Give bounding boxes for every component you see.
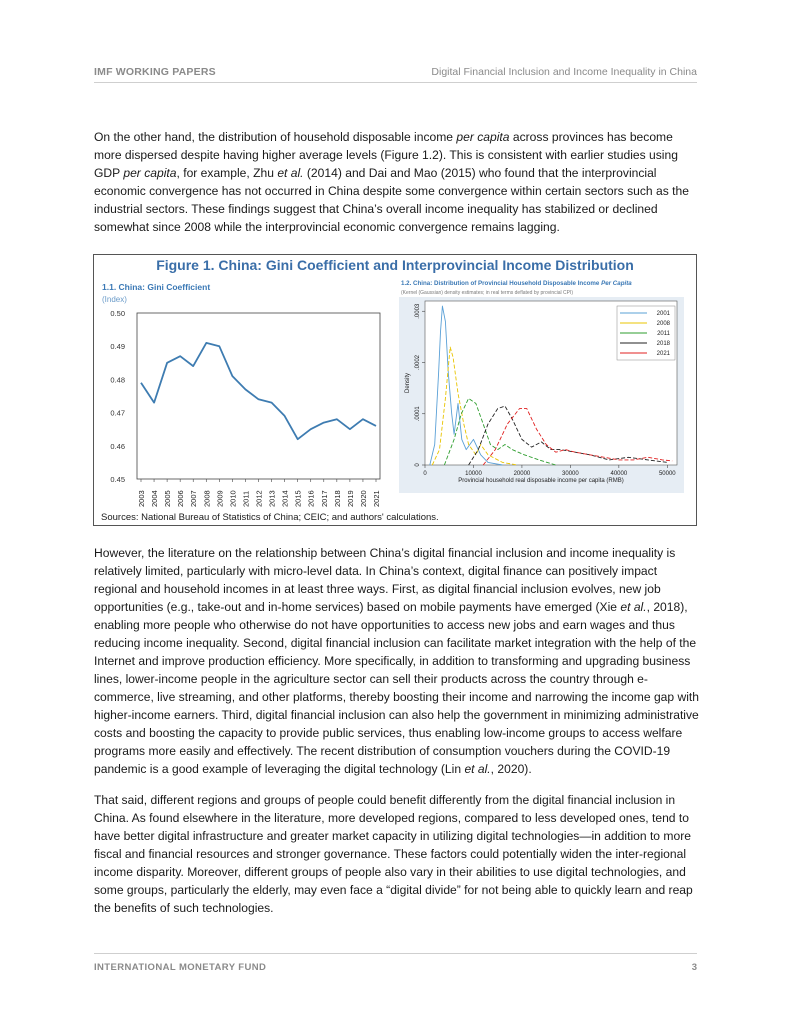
- header-rule: [94, 82, 697, 83]
- figure-1: [93, 254, 697, 526]
- legend-label-2001: 2001: [656, 311, 670, 318]
- density-x-tick-label: 40000: [610, 471, 628, 477]
- gini-y-tick-label: 0.45: [110, 475, 125, 484]
- density-x-tick-label: 0: [423, 471, 427, 477]
- legend-label-2011: 2011: [657, 331, 670, 338]
- gini-series-line: [141, 343, 376, 439]
- gini-x-tick-label: 2005: [163, 490, 173, 507]
- gini-x-tick-label: 2013: [267, 490, 277, 507]
- gini-x-tick-label: 2003: [137, 490, 146, 507]
- gini-x-tick-label: 2004: [150, 490, 160, 507]
- figure-title: Figure 1. China: Gini Coefficient and Interprovincial Income Distribution: [156, 257, 634, 273]
- gini-x-tick-label: 2018: [332, 490, 342, 507]
- density-chart: [399, 297, 689, 493]
- panel1-title: 1.1. China: Gini Coefficient: [102, 282, 211, 292]
- footer-rule: [94, 953, 697, 954]
- gini-x-tick-label: 2007: [189, 490, 199, 507]
- legend-label-2018: 2018: [656, 341, 670, 348]
- density-x-tick-label: 10000: [465, 471, 482, 477]
- figure-source: Sources: National Bureau of Statistics of China; CEIC; and authors' calculations.: [101, 512, 439, 523]
- paragraph-2: However, the literature on the relationship between China’s digital financial inclusion and income inequality is relatively limited, particularly with micro-level data. In China’s context, digital finance can positively impact regional and household incomes in at least three ways. First, as digital financial inclusion evolves, new job opportunities (e.g., take-out and in-home services) based on mobile payments have emerged (Xie et al., 2018), enabling more people who otherwise do not have opportunities to access new jobs and earn wages and thus reducing income inequality. Second, digital financial inclusion can facilitate market integration with the help of the Internet and improve production efficiency. More specifically, in addition to transforming and upgrading business lines, lower-income people in the agriculture sector can sell their products across the country through e-commerce, live streaming, and other platforms, thereby boosting their income and narrowing the income gap with higher-income earners. Third, digital financial inclusion can also help the government in minimizing administrative costs and boosting the capacity to provide public services, thus enabling low-income groups to access welfare programs more easily and effectively. The recent distribution of consumption vouchers during the COVID-19 pandemic is a good example of leveraging the digital technology (Lin et al., 2020).: [94, 546, 699, 776]
- paragraph-3: That said, different regions and groups of people could benefit differently from the digital financial inclusion in China. As found elsewhere in the literature, more developed regions, compared to less developed ones, tend to have better digital infrastructure and greater market capacity in utilizing digital technologies—in addition to more fiscal and financial resources and stronger governance. These factors could potentially widen the inter-regional income disparity. Moreover, different groups of people also vary in their abilities to use digital technologies, and some groups, particularly the elderly, may even face a “digital divide” for not being able to quickly learn and reap the benefits of such technologies.: [94, 793, 693, 915]
- gini-x-tick-label: 2016: [306, 490, 316, 507]
- gini-x-tick-label: 2010: [228, 490, 238, 507]
- density-y-tick-label: 0: [415, 463, 421, 467]
- density-y-tick-label: .0002: [415, 354, 421, 371]
- density-y-tick-label: .0001: [415, 406, 421, 422]
- gini-x-tick-label: 2015: [293, 490, 303, 507]
- panel2-title: 1.2. China: Distribution of Provincial Household Disposable Income Per Capita: [401, 280, 632, 287]
- gini-y-tick-label: 0.48: [110, 375, 125, 385]
- density-y-axis-title: Density: [405, 372, 411, 394]
- gini-x-tick-label: 2009: [215, 490, 225, 507]
- gini-x-tick-label: 2019: [345, 490, 355, 507]
- panel1-unit: (Index): [102, 295, 127, 304]
- gini-plot-frame: [137, 313, 380, 479]
- gini-x-tick-label: 2014: [280, 490, 290, 507]
- gini-x-tick-label: 2006: [176, 490, 186, 507]
- gini-x-tick-label: 2008: [202, 490, 212, 507]
- gini-y-tick-label: 0.47: [110, 408, 125, 418]
- gini-x-tick-label: 2012: [254, 490, 264, 507]
- running-header-series: IMF WORKING PAPERS: [94, 66, 216, 78]
- paragraph-1: On the other hand, the distribution of household disposable income per capita across provinces has become more dispersed despite having higher average levels (Figure 1.2). This is consistent with earlier studies using GDP per capita, for example, Zhu et al. (2014) and Dai and Mao (2015) who found that the interprovincial economic convergence has not occurred in China despite some convergence within certain sectors such as the industrial sectors. These findings suggest that China’s overall income inequality has stabilized or declined somewhat since 2008 while the interprovincial economic convergence remains lagging.: [94, 130, 689, 234]
- gini-x-tick-label: 2011: [241, 490, 251, 507]
- gini-x-tick-label: 2017: [319, 490, 329, 507]
- density-y-tick-label: .0003: [415, 303, 421, 319]
- gini-y-tick-label: 0.46: [110, 441, 125, 451]
- footer-publisher: INTERNATIONAL MONETARY FUND: [94, 962, 267, 973]
- legend-label-2021: 2021: [656, 351, 670, 358]
- page-number: 3: [691, 962, 697, 973]
- panel2-subtitle: (Kernel (Gaussian) density estimates; in real terms deflated by provincial CPI): [401, 290, 574, 296]
- gini-y-tick-label: 0.50: [110, 309, 125, 318]
- density-x-axis-title: Provincial household real disposable income per capita (RMB): [458, 478, 624, 484]
- gini-y-tick-label: 0.49: [110, 342, 125, 352]
- density-x-tick-label: 30000: [562, 471, 579, 477]
- running-header-title: Digital Financial Inclusion and Income Inequality in China: [431, 66, 697, 78]
- gini-x-tick-label: 2021: [372, 490, 381, 507]
- density-x-tick-label: 20000: [513, 471, 531, 477]
- gini-x-tick-label: 2020: [358, 490, 368, 507]
- density-x-tick-label: 50000: [658, 471, 676, 477]
- legend-label-2008: 2008: [656, 321, 670, 328]
- gini-chart: [94, 255, 394, 515]
